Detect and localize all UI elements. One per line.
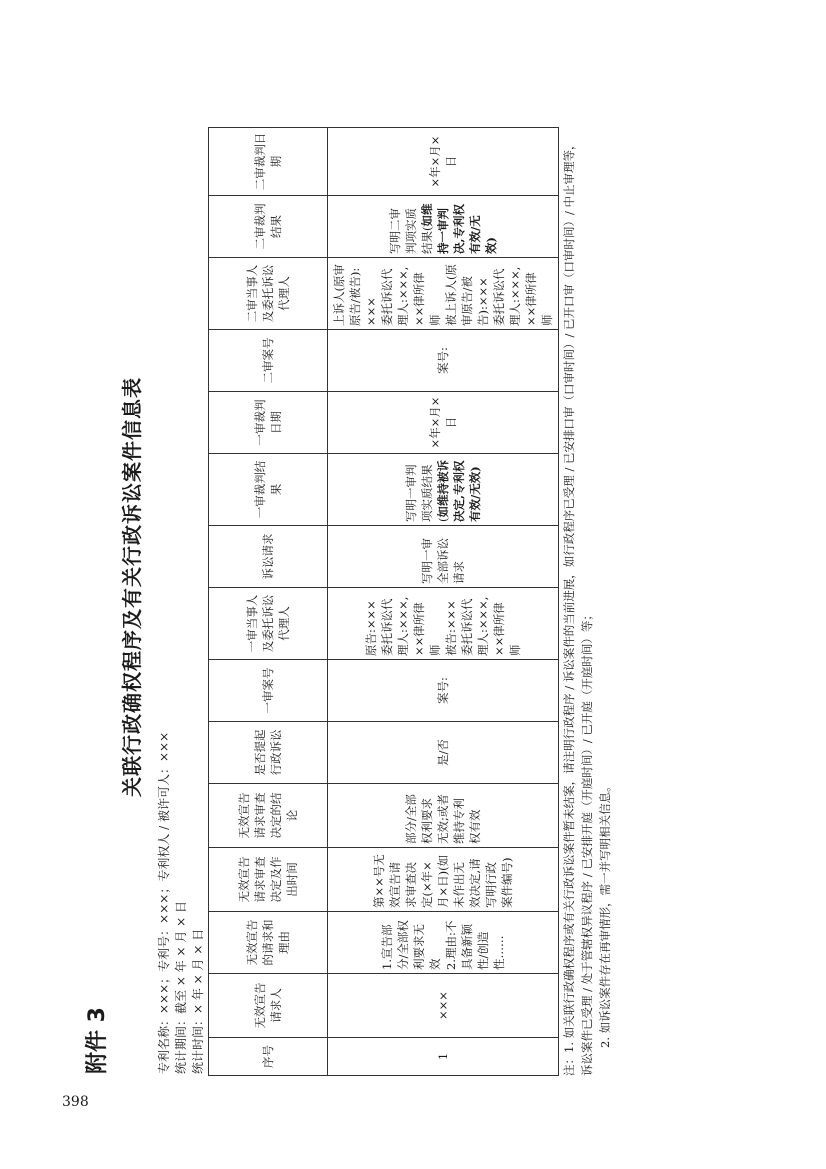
cell-decision-time: 第××号无效宣告请求审查决定(×年×月×日)(如未作出无效决定,请写明行政案件编号)	[328, 848, 559, 912]
header-lawsuit: 是否提起行政诉讼	[209, 722, 328, 784]
header-second-case-no: 二审案号	[209, 330, 328, 392]
second-result-plain: 写明二审判项实质结果(	[388, 208, 434, 254]
header-seq: 序号	[209, 1038, 328, 1076]
header-second-date: 二审裁判日期	[209, 128, 328, 196]
note-1: 注：1. 如关联行政确权程序或有关行政诉讼案件暂未结案，请注明行政程序 / 诉讼案件的当前进展，如行政程序已受理 / 已安排口审（口审时间）/ 已开口审（口审时间）/ 中止审理等，诉讼案件已受理 / 处于管辖权异议程序 / 已安排开庭（开庭时间）/ 已开庭（开庭时间）等；	[562, 138, 594, 1076]
page-number: 398	[62, 1094, 89, 1110]
cell-second-parties: 上诉人(原审原告/被告):××× 委托诉讼代理人:×××,××律所律师 被上诉人(原审原告/被告):××× 委托诉讼代理人:×××,××律所律师	[328, 258, 559, 330]
header-decision-time: 无效宣告请求审查决定及作出时间	[209, 848, 328, 912]
table-row	[328, 128, 559, 1076]
rotated-page-content	[80, 92, 728, 1082]
first-result-bold: 如维持被诉决定,专利权有效/无效)	[436, 460, 482, 522]
header-first-result: 一审裁判结果	[209, 454, 328, 526]
header-requester: 无效宣告请求人	[209, 974, 328, 1038]
case-info-table	[208, 127, 559, 1076]
note-2: 2. 如诉讼案件存在再审情形，需一并写明相关信息。	[598, 780, 612, 1048]
cell-requester: ×××	[328, 974, 559, 1038]
header-second-parties: 二审当事人及委托诉讼代理人	[209, 258, 328, 330]
cell-second-date: ×年×月×日	[328, 128, 559, 196]
patent-line: 专利名称：×××；专利号：×××；专利权人 / 被许可人：×××	[157, 731, 171, 1074]
header-second-result: 二审裁判结果	[209, 196, 328, 258]
cell-lawsuit: 是/否	[328, 722, 559, 784]
header-decision-conclusion: 无效宣告请求审查决定的结论	[209, 784, 328, 848]
annex-label: 附件 3	[85, 1007, 110, 1074]
second-result-bold: 如维持一审判决,专利权有效/无效)	[420, 203, 498, 254]
header-claim: 诉讼请求	[209, 526, 328, 588]
cell-first-result	[328, 454, 559, 526]
cell-second-result	[328, 196, 559, 258]
stat-time-line: 统计时间：× 年 × 月 × 日	[191, 928, 205, 1074]
statistics-meta	[156, 732, 207, 1074]
cell-seq: 1	[328, 1038, 559, 1076]
table-header-row	[209, 128, 328, 1076]
header-grounds: 无效宣告的请求和理由	[209, 912, 328, 974]
first-result-plain: 写明一审判项实质结果(	[404, 464, 450, 522]
cell-first-case-no: 案号:	[328, 660, 559, 722]
cell-claim: 写明一审全部诉讼请求	[328, 526, 559, 588]
notes	[560, 128, 614, 1076]
cell-decision-conclusion: 部分/全部权利要求无效;或者维持专利权有效	[328, 784, 559, 848]
cell-first-date: ×年×月×日	[328, 392, 559, 454]
period-line: 统计期间：截至 × 年 × 月 × 日	[174, 900, 188, 1074]
header-first-case-no: 一审案号	[209, 660, 328, 722]
header-first-date: 一审裁判日期	[209, 392, 328, 454]
header-first-parties: 一审当事人及委托诉讼代理人	[209, 588, 328, 660]
cell-first-parties: 原告:××× 委托诉讼代理人:×××,××律所律师 被告:××× 委托诉讼代理人:×××,××律所律师	[328, 588, 559, 660]
document-title: 关联行政确权程序及有关行政诉讼案件信息表	[120, 377, 144, 797]
cell-grounds: 1.宣告部分/全部权利要求无效 2.理由:不具备新颖性/创造性……	[328, 912, 559, 974]
cell-second-case-no: 案号:	[328, 330, 559, 392]
